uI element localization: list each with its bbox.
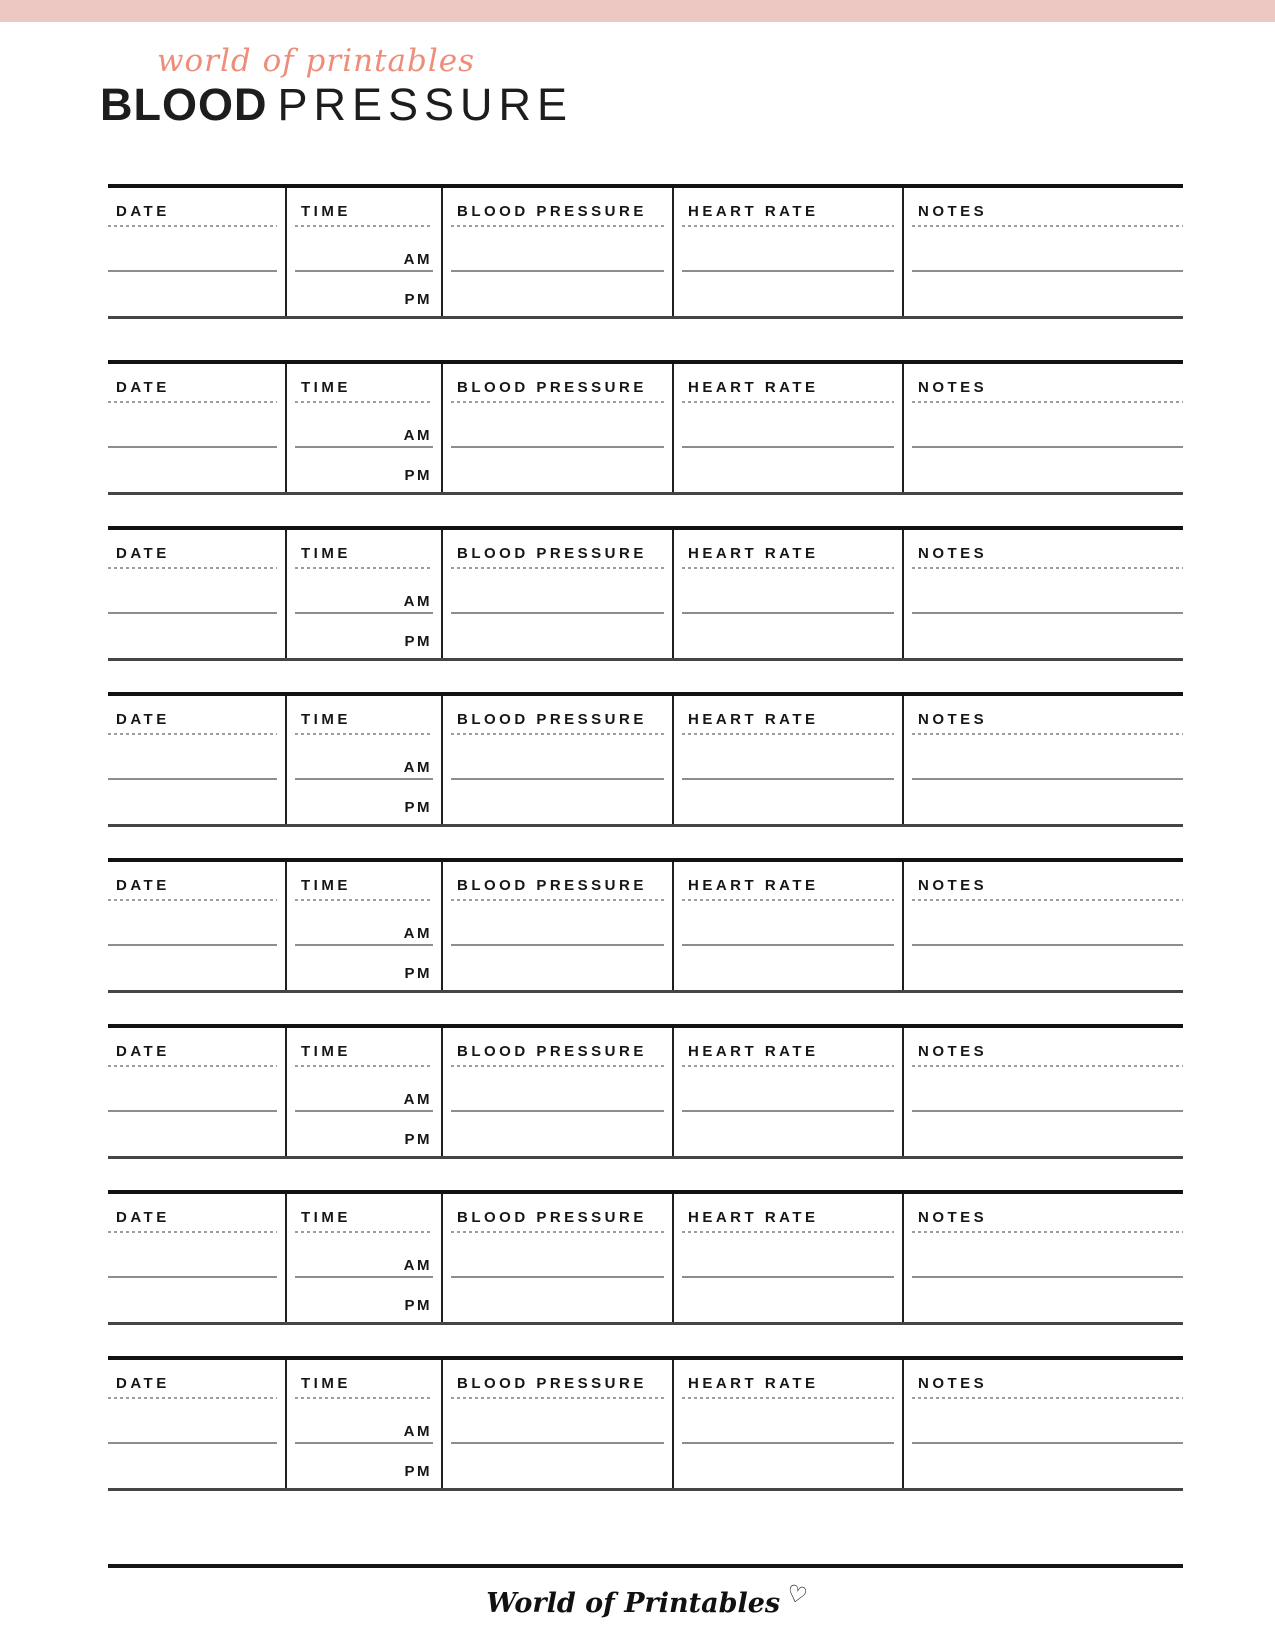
footer-brand-text: World of Printables — [486, 1588, 781, 1619]
am-entry-row — [108, 1067, 1183, 1112]
blood-pressure-label: BLOOD PRESSURE — [457, 711, 647, 728]
date-label: DATE — [116, 379, 170, 396]
time-column-header — [285, 1028, 441, 1067]
notes-column-header — [902, 696, 1183, 735]
am-entry-row — [108, 403, 1183, 448]
am-label: AM — [403, 593, 432, 610]
time-am-cell — [285, 1399, 441, 1444]
date-label: DATE — [116, 1209, 170, 1226]
column-header-row — [108, 862, 1183, 901]
date-write-area — [108, 1067, 285, 1112]
time-column-header — [285, 188, 441, 227]
notes-pm-write-area — [902, 272, 1183, 316]
heart-rate-label: HEART RATE — [688, 1043, 819, 1060]
heart-rate-column-header — [672, 364, 902, 403]
time-pm-cell — [285, 272, 441, 316]
date-column-header — [108, 188, 285, 227]
notes-label: NOTES — [918, 545, 988, 562]
blood-pressure-pm-write-area — [441, 1278, 672, 1322]
time-column-header — [285, 862, 441, 901]
heart-rate-column-header — [672, 1194, 902, 1233]
date-write-area — [108, 1112, 285, 1156]
heart-rate-label: HEART RATE — [688, 711, 819, 728]
notes-pm-write-area — [902, 448, 1183, 492]
date-column-header — [108, 1194, 285, 1233]
blood-pressure-am-write-area — [441, 1067, 672, 1112]
time-am-cell — [285, 569, 441, 614]
pm-entry-row — [108, 1112, 1183, 1156]
date-column-header — [108, 1028, 285, 1067]
brand-script-logo: world of printables — [156, 43, 476, 79]
notes-label: NOTES — [918, 203, 988, 220]
footer-divider-rule — [108, 1564, 1183, 1568]
notes-column-header — [902, 364, 1183, 403]
date-write-area — [108, 614, 285, 658]
heart-rate-label: HEART RATE — [688, 379, 819, 396]
pm-entry-row — [108, 1278, 1183, 1322]
am-entry-row — [108, 1233, 1183, 1278]
pm-label: PM — [404, 467, 432, 484]
top-accent-bar — [0, 0, 1275, 22]
bp-entry-block-2 — [108, 360, 1183, 495]
notes-label: NOTES — [918, 1375, 988, 1392]
blood-pressure-column-header — [441, 862, 672, 901]
notes-pm-write-area — [902, 1444, 1183, 1488]
notes-am-write-area — [902, 735, 1183, 780]
time-pm-cell — [285, 448, 441, 492]
blood-pressure-pm-write-area — [441, 780, 672, 824]
notes-label: NOTES — [918, 1043, 988, 1060]
pm-entry-row — [108, 272, 1183, 316]
date-write-area — [108, 946, 285, 990]
heart-rate-pm-write-area — [672, 272, 902, 316]
date-label: DATE — [116, 203, 170, 220]
notes-label: NOTES — [918, 877, 988, 894]
blood-pressure-am-write-area — [441, 227, 672, 272]
date-write-area — [108, 227, 285, 272]
date-label: DATE — [116, 545, 170, 562]
time-am-cell — [285, 1233, 441, 1278]
notes-am-write-area — [902, 227, 1183, 272]
notes-label: NOTES — [918, 711, 988, 728]
time-label: TIME — [301, 877, 351, 894]
heart-rate-label: HEART RATE — [688, 203, 819, 220]
time-pm-cell — [285, 1112, 441, 1156]
notes-am-write-area — [902, 1067, 1183, 1112]
blood-pressure-am-write-area — [441, 1399, 672, 1444]
time-label: TIME — [301, 1209, 351, 1226]
pm-entry-row — [108, 1444, 1183, 1488]
am-entry-row — [108, 227, 1183, 272]
date-write-area — [108, 901, 285, 946]
bp-entry-block-5 — [108, 858, 1183, 993]
blood-pressure-pm-write-area — [441, 614, 672, 658]
time-label: TIME — [301, 545, 351, 562]
time-label: TIME — [301, 379, 351, 396]
heart-rate-pm-write-area — [672, 1444, 902, 1488]
column-header-row — [108, 364, 1183, 403]
notes-column-header — [902, 188, 1183, 227]
blood-pressure-am-write-area — [441, 735, 672, 780]
blood-pressure-label: BLOOD PRESSURE — [457, 1375, 647, 1392]
column-header-row — [108, 188, 1183, 227]
heart-rate-label: HEART RATE — [688, 877, 819, 894]
heart-rate-am-write-area — [672, 1233, 902, 1278]
date-write-area — [108, 1444, 285, 1488]
log-blocks-container — [108, 184, 1183, 1522]
am-entry-row — [108, 735, 1183, 780]
time-am-cell — [285, 227, 441, 272]
date-write-area — [108, 272, 285, 316]
pm-entry-row — [108, 448, 1183, 492]
heart-rate-column-header — [672, 1028, 902, 1067]
date-column-header — [108, 1360, 285, 1399]
date-write-area — [108, 1233, 285, 1278]
pm-label: PM — [404, 799, 432, 816]
title-word-blood: BLOOD — [100, 78, 268, 130]
bp-entry-block-1 — [108, 184, 1183, 319]
notes-am-write-area — [902, 1399, 1183, 1444]
date-write-area — [108, 569, 285, 614]
blood-pressure-label: BLOOD PRESSURE — [457, 545, 647, 562]
heart-rate-am-write-area — [672, 735, 902, 780]
title-word-pressure: PRESSURE — [277, 78, 574, 130]
time-pm-cell — [285, 614, 441, 658]
blood-pressure-label: BLOOD PRESSURE — [457, 203, 647, 220]
date-write-area — [108, 1399, 285, 1444]
notes-am-write-area — [902, 901, 1183, 946]
column-header-row — [108, 1194, 1183, 1233]
am-entry-row — [108, 1399, 1183, 1444]
am-label: AM — [403, 1257, 432, 1274]
blood-pressure-label: BLOOD PRESSURE — [457, 1209, 647, 1226]
notes-column-header — [902, 1360, 1183, 1399]
date-column-header — [108, 364, 285, 403]
heart-rate-pm-write-area — [672, 946, 902, 990]
time-column-header — [285, 1360, 441, 1399]
heart-icon: ♡ — [783, 1580, 810, 1611]
date-label: DATE — [116, 877, 170, 894]
am-label: AM — [403, 251, 432, 268]
pm-entry-row — [108, 946, 1183, 990]
am-entry-row — [108, 569, 1183, 614]
page-header — [100, 43, 574, 130]
heart-rate-column-header — [672, 530, 902, 569]
heart-rate-column-header — [672, 188, 902, 227]
time-pm-cell — [285, 780, 441, 824]
heart-rate-pm-write-area — [672, 1112, 902, 1156]
blood-pressure-label: BLOOD PRESSURE — [457, 379, 647, 396]
date-label: DATE — [116, 1375, 170, 1392]
heart-rate-am-write-area — [672, 403, 902, 448]
footer-brand-logo — [108, 1580, 1183, 1619]
blood-pressure-column-header — [441, 696, 672, 735]
date-column-header — [108, 530, 285, 569]
pm-label: PM — [404, 1297, 432, 1314]
blood-pressure-column-header — [441, 1360, 672, 1399]
date-label: DATE — [116, 1043, 170, 1060]
bp-entry-block-8 — [108, 1356, 1183, 1491]
time-am-cell — [285, 1067, 441, 1112]
time-am-cell — [285, 403, 441, 448]
time-am-cell — [285, 735, 441, 780]
time-label: TIME — [301, 711, 351, 728]
date-column-header — [108, 696, 285, 735]
notes-label: NOTES — [918, 379, 988, 396]
notes-column-header — [902, 862, 1183, 901]
heart-rate-pm-write-area — [672, 780, 902, 824]
time-pm-cell — [285, 946, 441, 990]
blood-pressure-label: BLOOD PRESSURE — [457, 1043, 647, 1060]
time-am-cell — [285, 901, 441, 946]
am-label: AM — [403, 1423, 432, 1440]
am-entry-row — [108, 901, 1183, 946]
column-header-row — [108, 696, 1183, 735]
notes-pm-write-area — [902, 1112, 1183, 1156]
time-label: TIME — [301, 203, 351, 220]
blood-pressure-am-write-area — [441, 403, 672, 448]
notes-column-header — [902, 530, 1183, 569]
notes-am-write-area — [902, 1233, 1183, 1278]
date-write-area — [108, 735, 285, 780]
heart-rate-column-header — [672, 1360, 902, 1399]
heart-rate-column-header — [672, 696, 902, 735]
am-label: AM — [403, 1091, 432, 1108]
heart-rate-am-write-area — [672, 227, 902, 272]
pm-label: PM — [404, 291, 432, 308]
heart-rate-label: HEART RATE — [688, 1375, 819, 1392]
pm-entry-row — [108, 780, 1183, 824]
notes-pm-write-area — [902, 614, 1183, 658]
heart-rate-pm-write-area — [672, 1278, 902, 1322]
pm-label: PM — [404, 1131, 432, 1148]
am-label: AM — [403, 925, 432, 942]
heart-rate-label: HEART RATE — [688, 545, 819, 562]
notes-am-write-area — [902, 569, 1183, 614]
blood-pressure-pm-write-area — [441, 1112, 672, 1156]
date-write-area — [108, 780, 285, 824]
blood-pressure-column-header — [441, 530, 672, 569]
notes-column-header — [902, 1194, 1183, 1233]
blood-pressure-column-header — [441, 188, 672, 227]
column-header-row — [108, 530, 1183, 569]
blood-pressure-pm-write-area — [441, 946, 672, 990]
notes-label: NOTES — [918, 1209, 988, 1226]
blood-pressure-pm-write-area — [441, 448, 672, 492]
heart-rate-am-write-area — [672, 901, 902, 946]
blood-pressure-column-header — [441, 364, 672, 403]
blood-pressure-column-header — [441, 1028, 672, 1067]
page-title — [100, 78, 574, 130]
date-column-header — [108, 862, 285, 901]
am-label: AM — [403, 427, 432, 444]
bp-entry-block-6 — [108, 1024, 1183, 1159]
time-column-header — [285, 364, 441, 403]
blood-pressure-column-header — [441, 1194, 672, 1233]
heart-rate-column-header — [672, 862, 902, 901]
time-column-header — [285, 530, 441, 569]
notes-column-header — [902, 1028, 1183, 1067]
pm-label: PM — [404, 633, 432, 650]
blood-pressure-label: BLOOD PRESSURE — [457, 877, 647, 894]
time-column-header — [285, 696, 441, 735]
heart-rate-pm-write-area — [672, 614, 902, 658]
pm-entry-row — [108, 614, 1183, 658]
date-label: DATE — [116, 711, 170, 728]
heart-rate-am-write-area — [672, 1067, 902, 1112]
date-write-area — [108, 403, 285, 448]
bp-entry-block-3 — [108, 526, 1183, 661]
time-label: TIME — [301, 1043, 351, 1060]
heart-rate-am-write-area — [672, 569, 902, 614]
time-pm-cell — [285, 1444, 441, 1488]
blood-pressure-am-write-area — [441, 901, 672, 946]
time-label: TIME — [301, 1375, 351, 1392]
notes-pm-write-area — [902, 946, 1183, 990]
column-header-row — [108, 1360, 1183, 1399]
heart-rate-am-write-area — [672, 1399, 902, 1444]
notes-am-write-area — [902, 403, 1183, 448]
bp-entry-block-7 — [108, 1190, 1183, 1325]
time-column-header — [285, 1194, 441, 1233]
pm-label: PM — [404, 965, 432, 982]
am-label: AM — [403, 759, 432, 776]
blood-pressure-am-write-area — [441, 1233, 672, 1278]
heart-rate-label: HEART RATE — [688, 1209, 819, 1226]
date-write-area — [108, 448, 285, 492]
blood-pressure-pm-write-area — [441, 1444, 672, 1488]
notes-pm-write-area — [902, 780, 1183, 824]
pm-label: PM — [404, 1463, 432, 1480]
date-write-area — [108, 1278, 285, 1322]
notes-pm-write-area — [902, 1278, 1183, 1322]
heart-rate-pm-write-area — [672, 448, 902, 492]
blood-pressure-pm-write-area — [441, 272, 672, 316]
column-header-row — [108, 1028, 1183, 1067]
bp-entry-block-4 — [108, 692, 1183, 827]
blood-pressure-am-write-area — [441, 569, 672, 614]
time-pm-cell — [285, 1278, 441, 1322]
